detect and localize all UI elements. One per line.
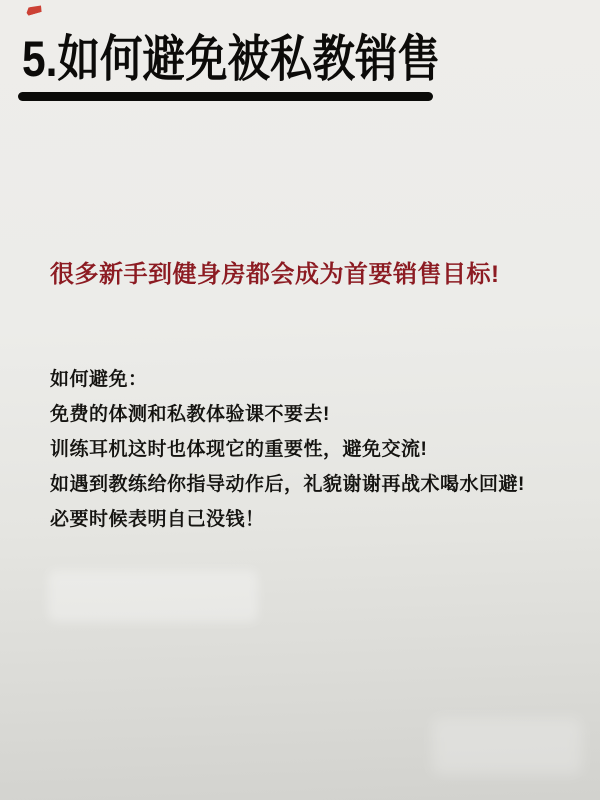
body-line-free-trials: 免费的体测和私教体验课不要去! — [50, 404, 330, 425]
watermark-ghost-left — [48, 570, 258, 622]
watermark-ghost-bottom-right — [432, 718, 582, 775]
body-line-how-to-avoid: 如何避免： — [50, 369, 148, 390]
title-underline — [18, 92, 433, 101]
red-pen-mark-icon — [25, 4, 43, 16]
highlight-line: 很多新手到健身房都会成为首要销售目标! — [50, 261, 500, 288]
page-title: 5.如何避免被私教销售 — [22, 31, 440, 87]
body-line-no-money: 必要时候表明自己没钱！ — [50, 509, 265, 530]
body-text-block — [50, 362, 525, 537]
body-line-coach-guidance: 如遇到教练给你指导动作后，礼貌谢谢再战术喝水回避! — [50, 474, 525, 495]
body-line-headphones: 训练耳机这时也体现它的重要性，避免交流! — [50, 439, 428, 460]
